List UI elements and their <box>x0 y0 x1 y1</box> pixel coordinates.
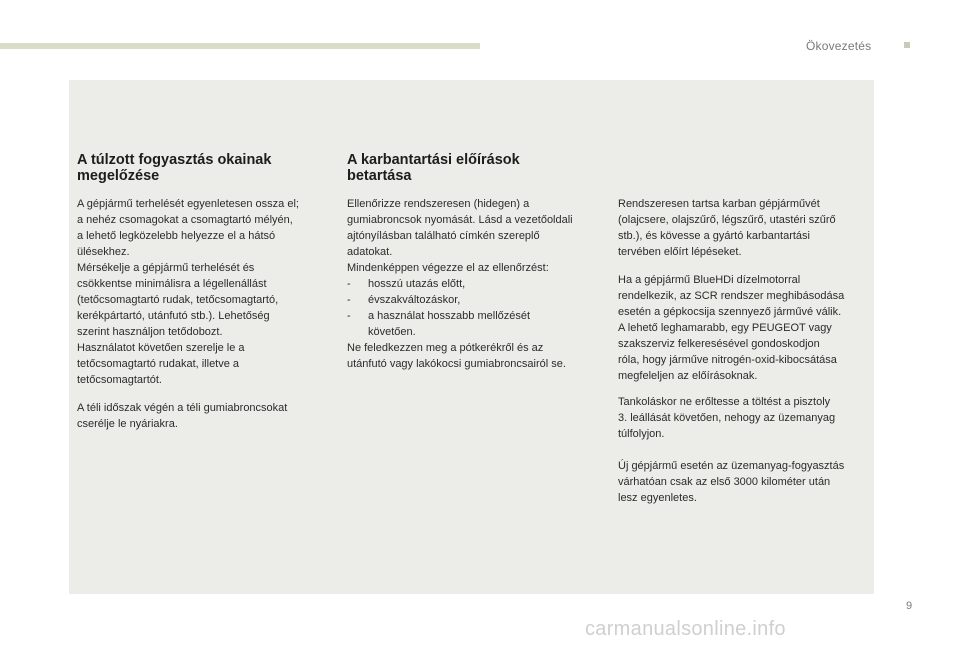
paragraph-new-vehicle: Új gépjármű esetén az üzemanyag-fogyasztás várhatóan csak az első 3000 kilométer után lesz egyenletes. <box>618 460 845 504</box>
column-right <box>618 196 874 506</box>
paragraph-winter-tyres: A téli időszak végén a téli gumiabroncsokat cserélje le nyáriakra. <box>77 402 288 430</box>
column-middle <box>347 152 602 372</box>
paragraph-spare-wheel: Ne feledkezzen meg a pótkerékről és az utánfutó vagy lakókocsi gumiabroncsairól se. <box>347 342 566 370</box>
list-item-text: a használat hosszabb mellőzését követően. <box>368 310 531 338</box>
paragraph-servicing: Rendszeresen tartsa karban gépjárművét (olajcsere, olajszűrő, légszűrő, utastéri szűrő stb.), és kövesse a gyártó karbantartási tervében előírt lépéseket. <box>618 198 836 258</box>
list-item <box>347 308 602 340</box>
list-marker: - <box>347 310 351 322</box>
list-marker: - <box>347 278 351 290</box>
section-title: Ökovezetés <box>806 39 872 53</box>
list-item-text: hosszú utazás előtt, <box>368 278 466 290</box>
column-left <box>77 152 332 432</box>
check-list <box>347 276 602 340</box>
paragraph-bluehdi: Ha a gépjármű BlueHDi dízelmotorral rendelkezik, az SCR rendszer meghibásodása esetén a gépkocsija szennyező járművé válik. A lehető leghamarabb, egy PEUGEOT vagy szakszerviz felkeresésével gondoskodjon róla, hogy járműve nitrogén-oxid-kibocsátása megfeleljen az előírásoknak. <box>618 274 845 382</box>
page-number: 9 <box>906 600 913 612</box>
header-rule <box>0 43 480 49</box>
paragraph-refuelling: Tankoláskor ne erőltesse a töltést a pisztoly 3. leállását követően, nehogy az üzemanyag túlfolyjon. <box>618 396 836 440</box>
heading-maintenance: A karbantartási előírások betartása <box>347 152 520 184</box>
paragraph-tyre-pressure: Ellenőrizze rendszeresen (hidegen) a gumiabroncsok nyomását. Lásd a vezetőoldali ajtónyílásban található címkén szereplő adatokat. Mindenképpen végezze el az ellenőrzést: <box>347 198 573 274</box>
heading-excess-consumption: A túlzott fogyasztás okainak megelőzése <box>77 152 272 184</box>
header-square-marker <box>904 42 910 48</box>
paragraph-load: A gépjármű terhelését egyenletesen ossza el; a nehéz csomagokat a csomagtartó mélyén, a lehető legközelebb helyezze el a hátsó ülésekhez. Mérsékelje a gépjármű terhelését és csökkentse minimálisra a légellenállást (tetőcsomagtartó rudak, tetőcsomagtartó, kerékpártartó, utánfutó stb.). Lehetőség szerint használjon tetődobozt. Használatot követően szerelje le a tetőcsomagtartó rudakat, illetve a tetőcsomagtartót. <box>77 198 299 386</box>
list-item-text: évszakváltozáskor, <box>368 294 461 306</box>
list-item <box>347 276 602 292</box>
list-marker: - <box>347 294 351 306</box>
watermark: carmanualsonline.info <box>585 618 786 640</box>
list-item <box>347 292 602 308</box>
